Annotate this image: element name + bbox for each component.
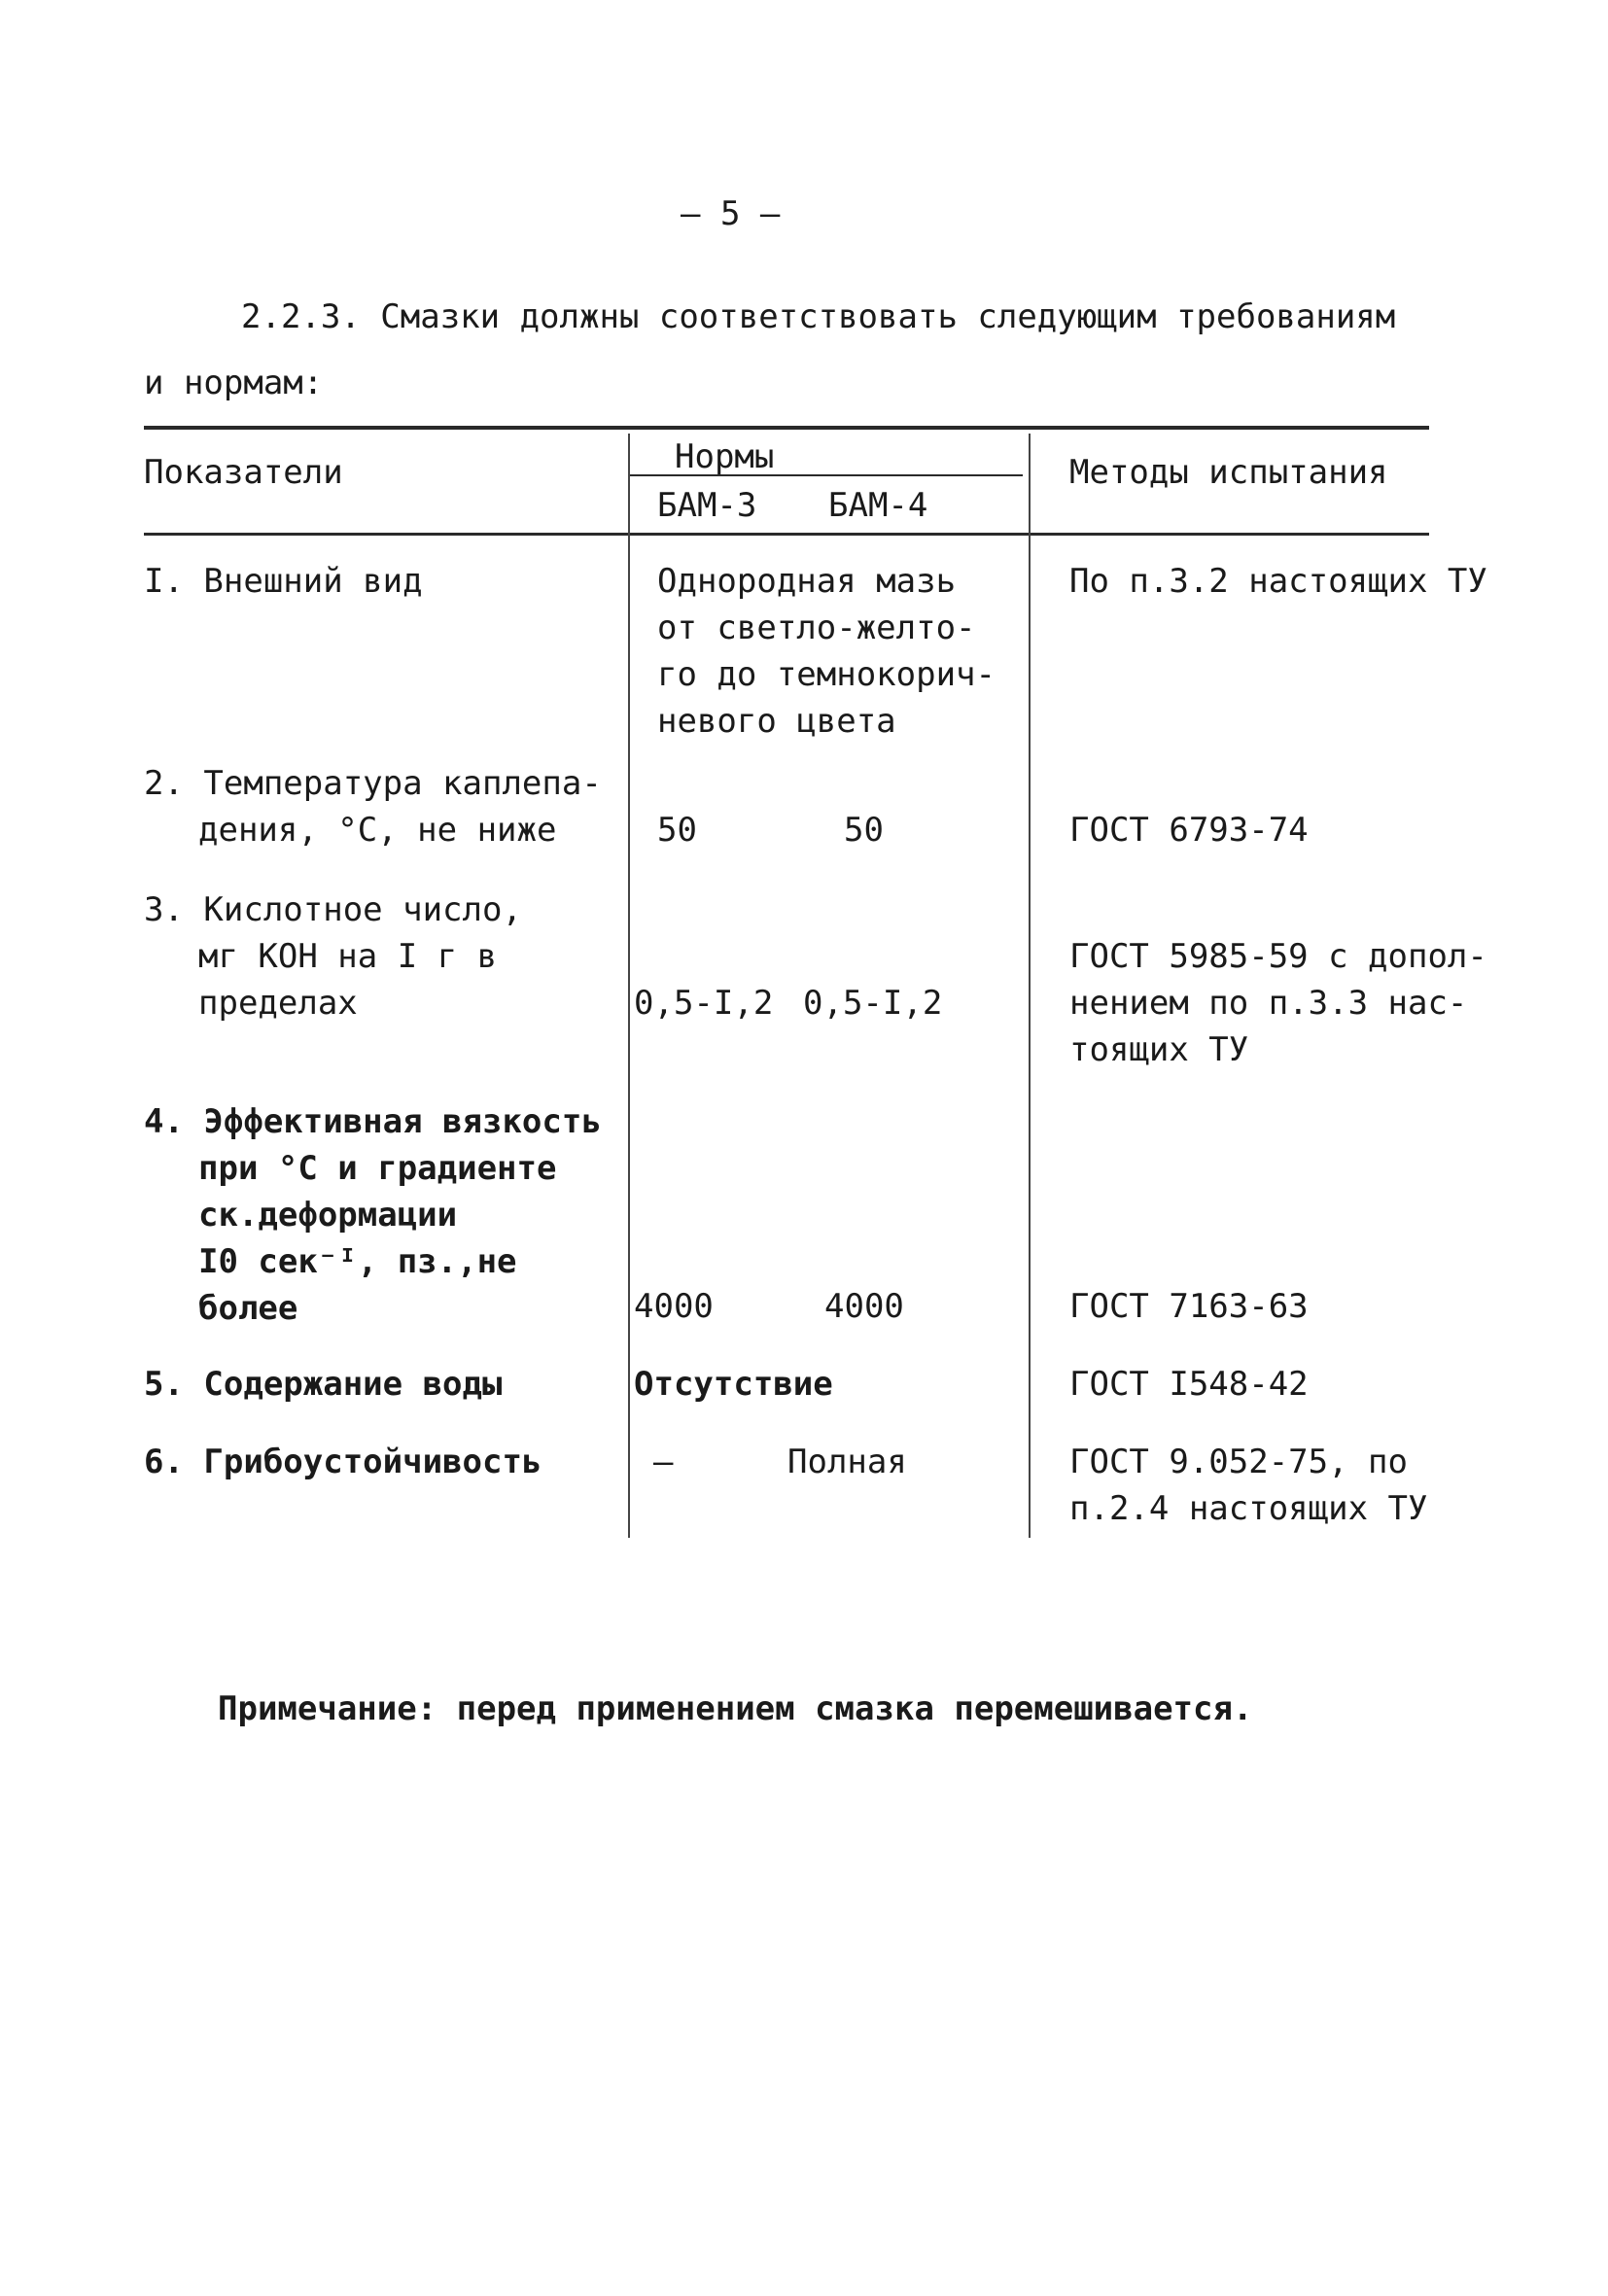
header-bottom-rule xyxy=(144,533,1429,536)
column-divider-left xyxy=(628,434,630,1538)
row-4-method: ГОСТ 7163-63 xyxy=(1069,1287,1309,1326)
row-2-bam3: 50 xyxy=(657,811,697,850)
row-6-bam3: – xyxy=(653,1443,674,1481)
row-5-method: ГОСТ I548-42 xyxy=(1069,1365,1309,1404)
row-6-indicator: 6. Грибоустойчивость xyxy=(144,1443,542,1481)
header-indicators: Показатели xyxy=(144,453,343,492)
row-4-bam4: 4000 xyxy=(824,1287,904,1326)
intro-line-1: 2.2.3. Смазки должны соответствовать следующим требованиям xyxy=(241,297,1396,336)
row-3-bam3: 0,5-I,2 xyxy=(634,984,774,1023)
row-3-method: ГОСТ 5985-59 с допол- нением по п.3.3 нас- тоящих ТУ xyxy=(1069,937,1487,1069)
row-2-method: ГОСТ 6793-74 xyxy=(1069,811,1309,850)
table-top-rule xyxy=(144,426,1429,430)
row-4-indicator: 4. Эффективная вязкость при °С и градиенте ск.деформации I0 сек⁻ᴵ, пз.,не более xyxy=(144,1102,602,1328)
header-norms: Нормы xyxy=(675,437,775,476)
intro-line-2: и нормам: xyxy=(144,364,324,402)
note: Примечание: перед применением смазка перемешивается. xyxy=(218,1689,1253,1728)
row-3-indicator: 3. Кислотное число, мг КОН на I г в пределах xyxy=(144,890,522,1023)
header-bam4: БАМ-4 xyxy=(828,486,928,525)
row-4-bam3: 4000 xyxy=(634,1287,714,1326)
page-number: – 5 – xyxy=(681,194,781,233)
row-2-bam4: 50 xyxy=(844,811,884,850)
header-methods: Методы испытания xyxy=(1069,453,1388,492)
row-5-indicator: 5. Содержание воды xyxy=(144,1365,503,1404)
row-1-indicator: I. Внешний вид xyxy=(144,562,423,601)
row-2-indicator: 2. Температура каплепа- дения, °С, не ниже xyxy=(144,764,602,850)
row-1-norm: Однородная мазь от светло-желто- го до темнокорич- невого цвета xyxy=(657,562,996,741)
header-bam3: БАМ-3 xyxy=(657,486,757,525)
row-5-norm: Отсутствие xyxy=(634,1365,833,1404)
column-divider-right xyxy=(1029,434,1031,1538)
row-3-bam4: 0,5-I,2 xyxy=(803,984,943,1023)
row-6-bam4: Полная xyxy=(787,1443,907,1481)
row-6-method: ГОСТ 9.052-75, по п.2.4 настоящих ТУ xyxy=(1069,1443,1428,1528)
row-1-method: По п.3.2 настоящих ТУ xyxy=(1069,562,1487,601)
